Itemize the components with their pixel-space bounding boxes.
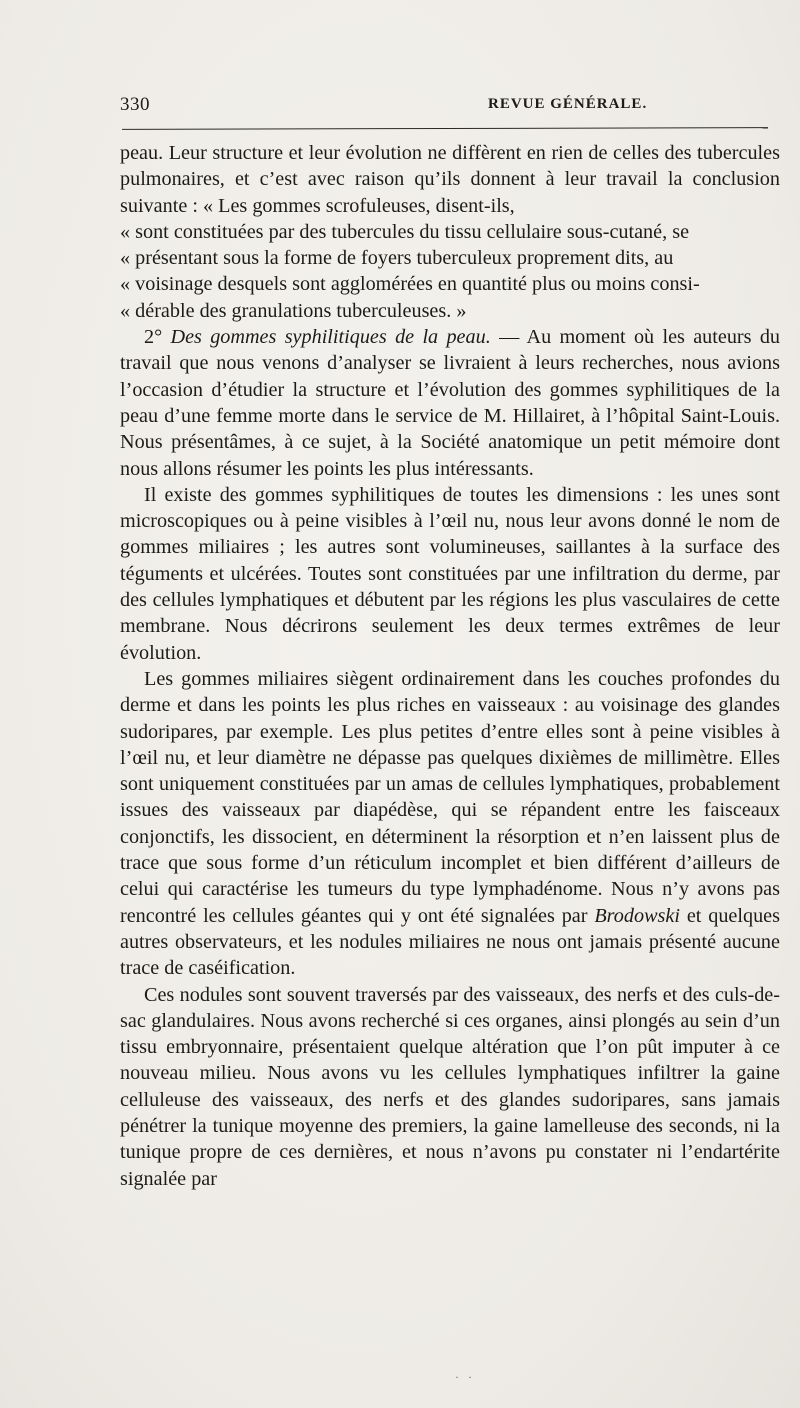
page-number: 330: [120, 94, 150, 115]
paragraph-1: [120, 140, 780, 324]
paragraph-4-before: Les gommes miliaires siègent ordinairement dans les couches profondes du derme et dans les points les plus riches en vaisseaux : au voisinage des glandes sudoripares, par exemple. Les plus petites d’entre elles sont à peine visibles à l’œil nu, et leur diamètre ne dépasse pas quelques dixièmes de millimètre. Elles sont uniquement constituées par un amas de cellules lymphatiques, probablement issues des vaisseaux par diapédèse, qui se répandent entre les faisceaux conjonctifs, les dissocient, en déterminent la résorption et n’en laissent plus de trace que sous forme d’un réticulum incomplet et bien différent d’ailleurs de celui qui caractérise les tumeurs du type lymphadénome. Nous n’y avons pas rencontré les cellules géantes qui y ont été signalées par: [120, 667, 780, 927]
paragraph-2-body: — Au moment où les auteurs du travail que nous venons d’analyser se livraient à leurs recherches, nous avions l’occasion d’étudier la structure et l’évolution des gommes syphilitiques de la peau d’une femme morte dans le service de M. Hillairet, à l’hôpital Saint-Louis. Nous présentâmes, à ce sujet, à la Société anatomique un petit mémoire dont nous allons résumer les points les plus intéressants.: [120, 326, 781, 480]
quote-line-1: « sont constituées par des tubercules du tissu cellulaire sous-cutané, se: [120, 220, 690, 243]
body-text: [120, 140, 780, 1192]
page-header: [120, 94, 770, 118]
quote-line-3: « voisinage desquels sont agglomérées en quantité plus ou moins consi-: [120, 273, 700, 296]
print-mark: · ·: [455, 1370, 475, 1384]
paragraph-3: Il existe des gommes syphilitiques de toutes les dimensions : les unes sont microscopiques ou à peine visibles à l’œil nu, nous leur avons donné le nom de gommes miliaires ; les autres sont volumineuses, saillantes à la surface des téguments et ulcérées. Toutes sont constituées par une infiltration du derme, par des cellules lymphatiques et débutent par les régions les plus vasculaires de cette membrane. Nous décrirons seulement les deux termes extrêmes de leur évolution.: [120, 483, 780, 664]
paragraph-4: [120, 666, 780, 982]
paragraph-1-lead: peau. Leur structure et leur évolution ne diffèrent en rien de celles des tubercules pulmonaires, et c’est avec raison qu’ils donnent à leur travail la conclusion suivante : « Les gommes scrofuleuses, disent-ils,: [120, 142, 780, 217]
paragraph-4-after: et quelques autres observateurs, et les nodules miliaires ne nous ont jamais présenté aucune trace de caséification.: [120, 904, 780, 980]
paragraph-5: Ces nodules sont souvent traversés par des vaisseaux, des nerfs et des culs-de-sac glandulaires. Nous avons recherché si ces organes, ainsi plongés au sein d’un tissu embryonnaire, présentaient quelque altération que l’on pût imputer à ce nouveau milieu. Nous avons vu les cellules lymphatiques infiltrer la gaine celluleuse des vaisseaux, des nerfs et des glandes sudoripares, sans jamais pénétrer la tunique moyenne des premiers, la gaine lamelleuse des seconds, ni la tunique propre de ces dernières, et nous n’avons pu constater ni l’endartérite signalée par: [120, 983, 780, 1190]
header-rule: [122, 127, 768, 130]
quote-line-2: « présentant sous la forme de foyers tuberculeux proprement dits, au: [120, 247, 674, 270]
author-name: Brodowski: [594, 904, 680, 927]
section-number: 2°: [144, 326, 163, 349]
paragraph-2: [120, 324, 780, 482]
quote-line-4: « dérable des granulations tuberculeuses. »: [120, 299, 467, 322]
running-title: REVUE GÉNÉRALE.: [488, 96, 648, 112]
section-title: Des gommes syphilitiques de la peau.: [170, 326, 491, 349]
